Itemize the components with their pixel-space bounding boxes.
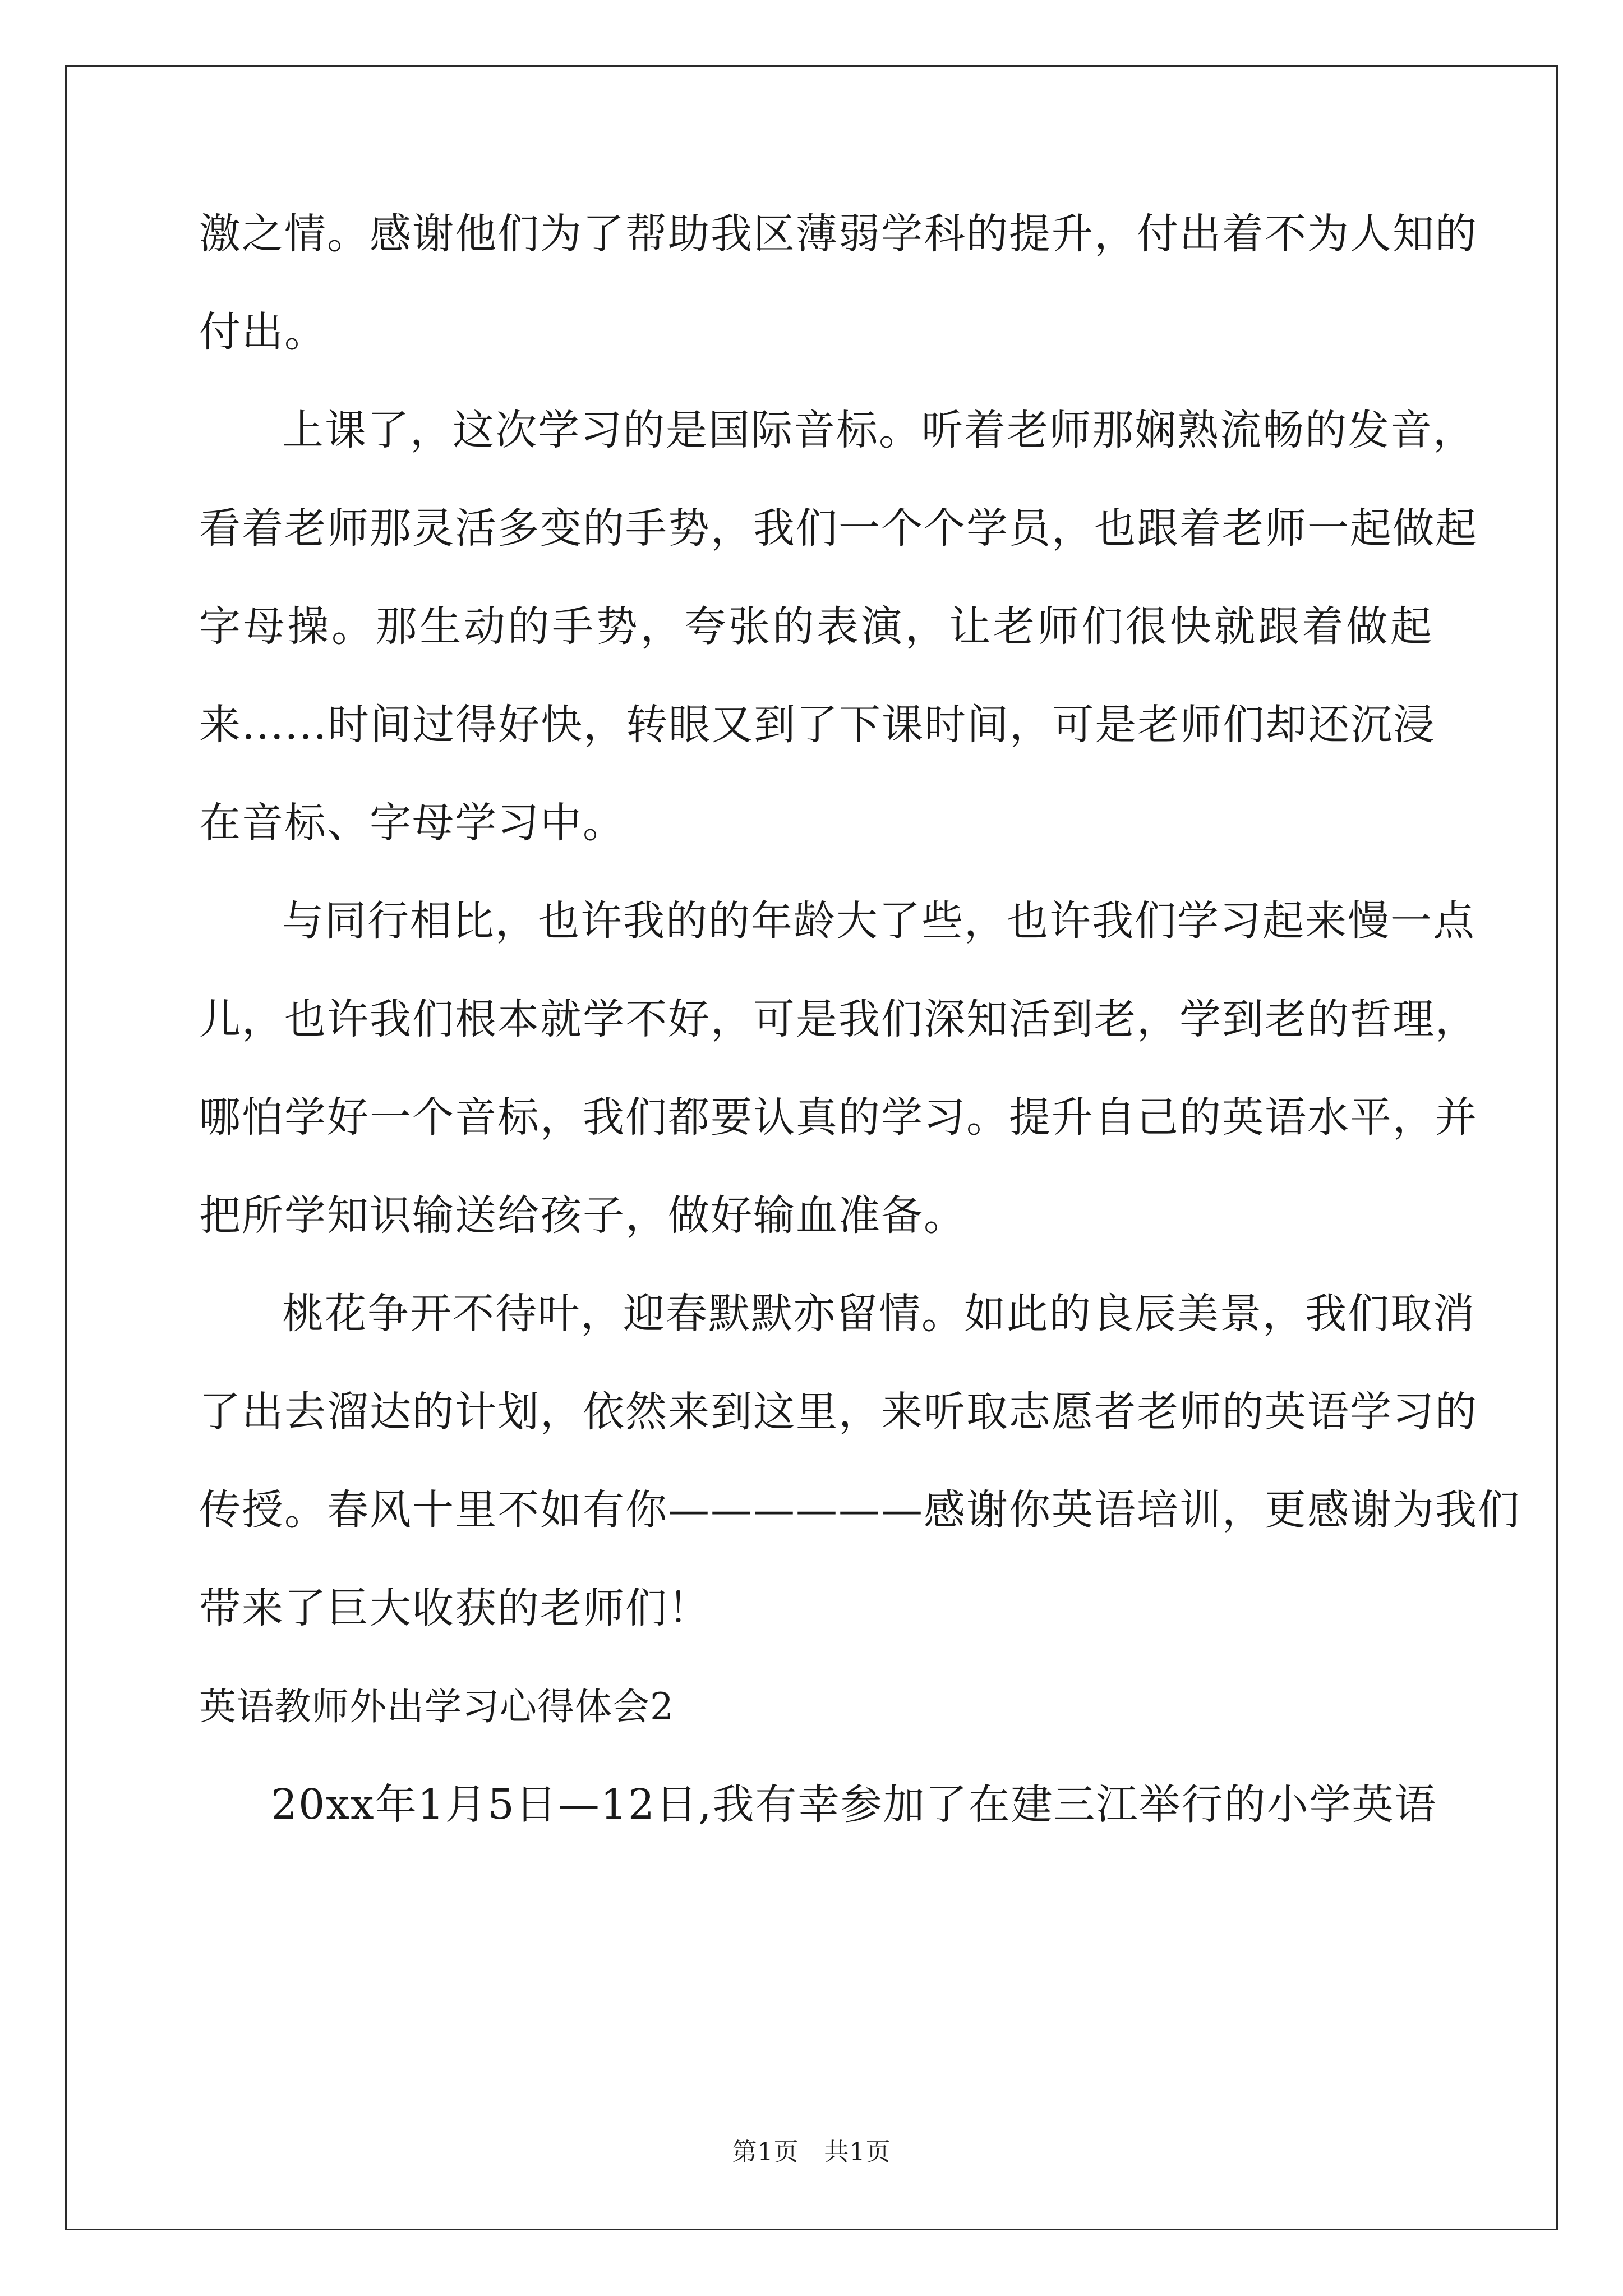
text-line: 哪怕学好一个音标，我们都要认真的学习。提升自己的英语水平，并 xyxy=(199,1093,1478,1142)
section-heading: 英语教师外出学习心得体会2 xyxy=(199,1685,674,1728)
text-line: 来......时间过得好快，转眼又到了下课时间，可是老师们却还沉浸 xyxy=(199,701,1436,749)
text-line: 带来了巨大收获的老师们！ xyxy=(199,1584,711,1632)
paragraph-first-line: 20xx年1月5日—12日,我有幸参加了在建三江举行的小学英语 xyxy=(271,1780,1437,1829)
text-line: 激之情。感谢他们为了帮助我区薄弱学科的提升，付出着不为人知的 xyxy=(199,210,1478,258)
paragraph-first-line: 与同行相比，也许我的的年龄大了些，也许我们学习起来慢一点 xyxy=(282,897,1476,945)
text-line: 看着老师那灵活多变的手势，我们一个个学员，也跟着老师一起做起 xyxy=(199,504,1478,553)
paragraph-first-line: 上课了，这次学习的是国际音标。听着老师那娴熟流畅的发音， xyxy=(282,406,1476,454)
document-body xyxy=(199,185,1520,1854)
text-line: 把所学知识输送给孩子，做好输血准备。 xyxy=(199,1191,966,1240)
text-line: 儿，也许我们根本就学不好，可是我们深知活到老，学到老的哲理， xyxy=(199,995,1478,1043)
text-line: 在音标、字母学习中。 xyxy=(199,799,625,847)
text-line: 了出去溜达的计划，依然来到这里，来听取志愿者老师的英语学习的 xyxy=(199,1388,1478,1436)
paragraph-first-line: 桃花争开不待叶，迎春默默亦留情。如此的良辰美景，我们取消 xyxy=(282,1290,1476,1338)
text-line: 字母操。那生动的手势，夸张的表演，让老师们很快就跟着做起 xyxy=(199,602,1433,651)
text-line: 付出。 xyxy=(199,308,327,356)
text-line: 传授。春风十里不如有你——————感谢你英语培训，更感谢为我们 xyxy=(199,1486,1520,1534)
page-footer: 第1页 共1页 xyxy=(732,2138,891,2166)
